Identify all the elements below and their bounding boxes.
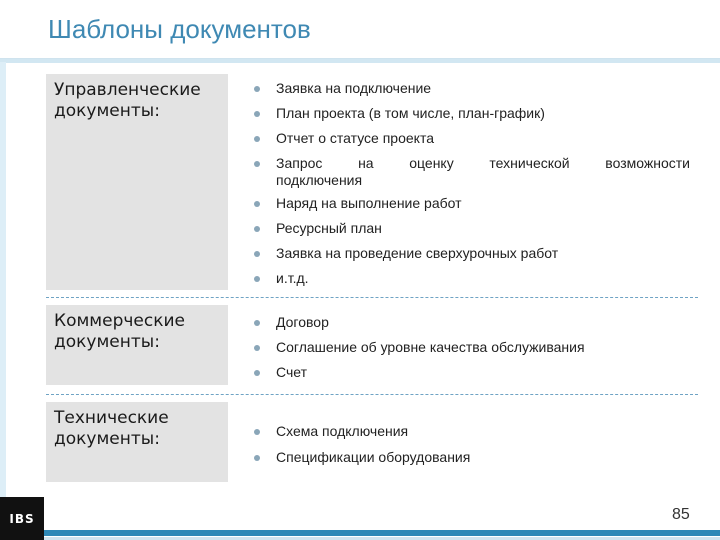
bullet-icon: [254, 86, 260, 92]
company-logo: [0, 497, 44, 540]
category-box-commercial: [46, 305, 228, 385]
category-label-technical: [54, 408, 169, 450]
category-label-line1: Технические: [54, 408, 169, 428]
bullet-icon: [254, 111, 260, 117]
category-label-line2: документы:: [54, 429, 160, 449]
logo-text: IBS: [0, 497, 44, 540]
category-box-technical: [46, 402, 228, 482]
category-label-commercial: [54, 311, 185, 353]
page-number: 85: [672, 506, 690, 523]
item-text-line2: подключения: [276, 172, 363, 188]
title-divider: [0, 58, 720, 63]
bullet-icon: [254, 345, 260, 351]
bullet-icon: [254, 429, 260, 435]
bullet-icon: [254, 161, 260, 167]
category-label-line2: документы:: [54, 101, 160, 121]
bullet-icon: [254, 455, 260, 461]
bullet-icon: [254, 201, 260, 207]
category-box-management: [46, 74, 228, 290]
category-label-line1: Коммерческие: [54, 311, 185, 331]
category-label-line2: документы:: [54, 332, 160, 352]
bullet-icon: [254, 320, 260, 326]
footer-rule: [44, 530, 720, 536]
item-text-line1: Запрос на оценку технической возможности: [276, 155, 690, 171]
bullet-icon: [254, 226, 260, 232]
bullet-icon: [254, 136, 260, 142]
bullet-icon: [254, 251, 260, 257]
category-label-management: [54, 80, 201, 122]
slide-title: Шаблоны документов: [48, 14, 311, 44]
section-divider: [46, 394, 698, 395]
bullet-icon: [254, 370, 260, 376]
left-accent-bar: [0, 62, 6, 540]
category-label-line1: Управленческие: [54, 80, 201, 100]
bullet-icon: [254, 276, 260, 282]
section-divider: [46, 297, 698, 298]
